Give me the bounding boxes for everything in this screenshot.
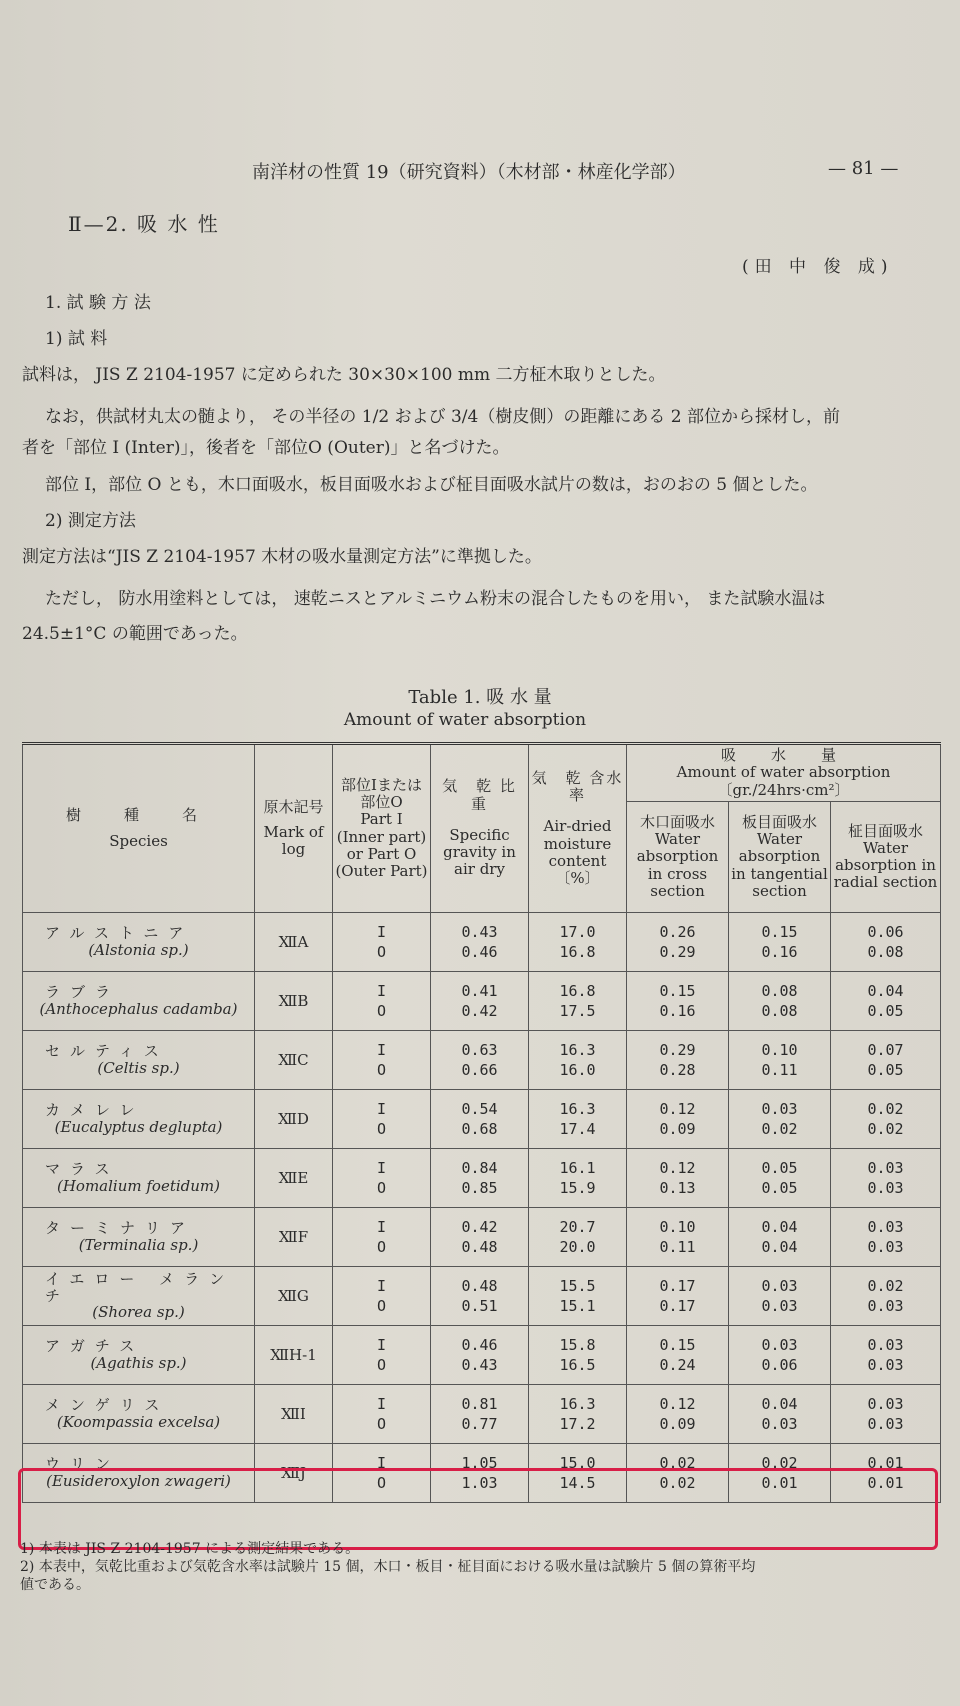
sg-value-1: 0.54 bbox=[461, 1100, 498, 1118]
log-mark: ⅫF bbox=[278, 1227, 309, 1246]
water-absorption-table bbox=[22, 742, 941, 1503]
mc-value-1: 16.3 bbox=[559, 1395, 596, 1413]
radial-value-2: 0.03 bbox=[867, 1238, 904, 1256]
radial-value-1: 0.07 bbox=[867, 1041, 904, 1059]
part-value-1: I bbox=[376, 1277, 387, 1295]
tang-value-1: 0.03 bbox=[761, 1336, 798, 1354]
mc-value-1: 16.1 bbox=[559, 1159, 596, 1177]
mc-value-1: 16.3 bbox=[559, 1100, 596, 1118]
sg-value-2: 0.51 bbox=[461, 1297, 498, 1315]
cross-value-1: 0.12 bbox=[659, 1395, 696, 1413]
tang-value-2: 0.03 bbox=[761, 1415, 798, 1433]
species-name-jp: アガチス bbox=[45, 1337, 145, 1356]
part-value-2: O bbox=[376, 943, 387, 961]
part-value-1: I bbox=[376, 982, 387, 1000]
author: (田 中 俊 成) bbox=[742, 257, 894, 277]
species-name-jp: ラブラ bbox=[45, 983, 121, 1002]
mc-value-2: 15.1 bbox=[559, 1297, 596, 1315]
radial-value-2: 0.05 bbox=[867, 1002, 904, 1020]
table-row bbox=[23, 972, 941, 1031]
header-part: 部位Ⅰまたは部位O Part I (Inner part) or Part O (Outer Part) bbox=[333, 744, 431, 913]
sg-value-1: 0.48 bbox=[461, 1277, 498, 1295]
log-mark: ⅫC bbox=[278, 1050, 309, 1069]
log-mark: ⅫB bbox=[278, 991, 309, 1010]
tang-value-2: 0.03 bbox=[761, 1297, 798, 1315]
header-radial-section: 柾目面吸水 Water absorption in radial section bbox=[831, 802, 941, 913]
mc-value-1: 15.0 bbox=[559, 1454, 596, 1472]
mc-value-2: 16.8 bbox=[559, 943, 596, 961]
species-name-latin: (Shorea sp.) bbox=[92, 1303, 185, 1322]
part-value-2: O bbox=[376, 1120, 387, 1138]
sg-value-2: 0.85 bbox=[461, 1179, 498, 1197]
part-value-2: O bbox=[376, 1179, 387, 1197]
species-name-jp: セルティス bbox=[45, 1042, 169, 1061]
radial-value-2: 0.03 bbox=[867, 1179, 904, 1197]
paragraph-4: 測定方法は“JIS Z 2104-1957 木材の吸水量測定方法”に準拠した。 bbox=[22, 547, 542, 567]
cross-value-2: 0.29 bbox=[659, 943, 696, 961]
radial-value-1: 0.03 bbox=[867, 1159, 904, 1177]
header-species: 樹 種 名 Species bbox=[23, 744, 255, 913]
mc-value-2: 17.4 bbox=[559, 1120, 596, 1138]
cross-value-1: 0.02 bbox=[659, 1454, 696, 1472]
part-value-1: I bbox=[376, 923, 387, 941]
log-mark: ⅫG bbox=[278, 1286, 309, 1305]
log-mark: ⅫD bbox=[278, 1109, 309, 1128]
sg-value-1: 0.41 bbox=[461, 982, 498, 1000]
cross-value-1: 0.12 bbox=[659, 1159, 696, 1177]
species-name-jp: ウリン bbox=[45, 1455, 121, 1474]
table-caption-en: Amount of water absorption bbox=[343, 710, 587, 730]
mc-value-1: 15.8 bbox=[559, 1336, 596, 1354]
part-value-1: I bbox=[376, 1336, 387, 1354]
mc-value-2: 17.2 bbox=[559, 1415, 596, 1433]
paragraph-2b: 者を「部位 I (Inter)」，後者を「部位O (Outer)」と名づけた。 bbox=[22, 438, 510, 458]
header-moisture-content: 気 乾 含水率 Air-dried moisture content 〔%〕 bbox=[529, 744, 627, 913]
sg-value-1: 0.63 bbox=[461, 1041, 498, 1059]
species-name-jp: アルストニア bbox=[45, 924, 194, 943]
cross-value-2: 0.11 bbox=[659, 1238, 696, 1256]
tang-value-2: 0.05 bbox=[761, 1179, 798, 1197]
sg-value-2: 0.66 bbox=[461, 1061, 498, 1079]
table-row bbox=[23, 1267, 941, 1326]
table-row bbox=[23, 1149, 941, 1208]
sg-value-2: 0.68 bbox=[461, 1120, 498, 1138]
running-title: 南洋材の性質 19（研究資料）（木材部・林産化学部） bbox=[252, 162, 686, 183]
highlight-box bbox=[18, 1468, 938, 1550]
tang-value-1: 0.03 bbox=[761, 1100, 798, 1118]
part-value-2: O bbox=[376, 1474, 387, 1492]
cross-value-1: 0.10 bbox=[659, 1218, 696, 1236]
mc-value-1: 16.8 bbox=[559, 982, 596, 1000]
species-name-jp: イエロー メランチ bbox=[45, 1269, 235, 1305]
cross-value-2: 0.09 bbox=[659, 1120, 696, 1138]
note-2a: 2) 本表中，気乾比重および気乾含水率は試験片 15 個，木口・板目・柾目面における吸水量は試験片 5 個の算術平均 bbox=[20, 1559, 756, 1575]
cross-value-1: 0.29 bbox=[659, 1041, 696, 1059]
tang-value-2: 0.08 bbox=[761, 1002, 798, 1020]
species-name-latin: (Eucalyptus deglupta) bbox=[54, 1118, 223, 1136]
tang-value-2: 0.11 bbox=[761, 1061, 798, 1079]
cross-value-1: 0.12 bbox=[659, 1100, 696, 1118]
log-mark: ⅫI bbox=[281, 1404, 306, 1423]
mc-value-2: 14.5 bbox=[559, 1474, 596, 1492]
part-value-1: I bbox=[376, 1041, 387, 1059]
cross-value-2: 0.24 bbox=[659, 1356, 696, 1374]
species-name-jp: マラス bbox=[45, 1160, 120, 1179]
paragraph-3: 部位 I，部位 O とも，木口面吸水，板目面吸水および柾目面吸水試片の数は，おのおの 5 個とした。 bbox=[45, 475, 818, 495]
part-value-2: O bbox=[376, 1238, 387, 1256]
part-value-1: I bbox=[376, 1159, 387, 1177]
sg-value-1: 0.84 bbox=[461, 1159, 498, 1177]
tang-value-1: 0.05 bbox=[761, 1159, 798, 1177]
part-value-1: I bbox=[376, 1218, 387, 1236]
part-value-2: O bbox=[376, 1002, 387, 1020]
log-mark: ⅫJ bbox=[281, 1463, 306, 1482]
mc-value-1: 16.3 bbox=[559, 1041, 596, 1059]
part-value-1: I bbox=[376, 1454, 387, 1472]
mc-value-2: 17.5 bbox=[559, 1002, 596, 1020]
cross-value-2: 0.13 bbox=[659, 1179, 696, 1197]
tang-value-2: 0.01 bbox=[761, 1474, 798, 1492]
part-value-1: I bbox=[376, 1395, 387, 1413]
radial-value-2: 0.03 bbox=[867, 1297, 904, 1315]
radial-value-1: 0.02 bbox=[867, 1277, 904, 1295]
species-name-jp: カメレレ bbox=[45, 1101, 145, 1120]
cross-value-2: 0.16 bbox=[659, 1002, 696, 1020]
species-name-jp: メンゲリス bbox=[45, 1396, 170, 1415]
tang-value-2: 0.06 bbox=[761, 1356, 798, 1374]
table-row bbox=[23, 913, 941, 972]
log-mark: ⅫH-1 bbox=[270, 1345, 317, 1364]
mc-value-1: 15.5 bbox=[559, 1277, 596, 1295]
sg-value-2: 0.77 bbox=[461, 1415, 498, 1433]
part-value-1: I bbox=[376, 1100, 387, 1118]
note-1: 1) 本表は JIS Z 2104-1957 による測定結果である。 bbox=[20, 1541, 360, 1557]
mc-value-1: 17.0 bbox=[559, 923, 596, 941]
species-name-latin: (Eusideroxylon zwageri) bbox=[46, 1472, 231, 1490]
tang-value-2: 0.04 bbox=[761, 1238, 798, 1256]
radial-value-2: 0.05 bbox=[867, 1061, 904, 1079]
mc-value-1: 20.7 bbox=[559, 1218, 596, 1236]
paragraph-5a: ただし， 防水用塗料としては， 速乾ニスとアルミニウム粉末の混合したものを用い， また試験水温は bbox=[45, 589, 826, 609]
section-title: Ⅱ—2. 吸 水 性 bbox=[68, 212, 220, 236]
cross-value-2: 0.17 bbox=[659, 1297, 696, 1315]
sg-value-1: 0.43 bbox=[461, 923, 498, 941]
radial-value-2: 0.01 bbox=[867, 1474, 904, 1492]
table-row bbox=[23, 1326, 941, 1385]
tang-value-1: 0.02 bbox=[761, 1454, 798, 1472]
radial-value-2: 0.02 bbox=[867, 1120, 904, 1138]
paragraph-1: 試料は， JIS Z 2104-1957 に定められた 30×30×100 mm 二方柾木取りとした。 bbox=[22, 365, 666, 385]
paragraph-2a: なお，供試材丸太の髄より， その半径の 1/2 および 3/4（樹皮側）の距離にある 2 部位から採材し，前 bbox=[45, 407, 840, 427]
radial-value-2: 0.08 bbox=[867, 943, 904, 961]
tang-value-1: 0.10 bbox=[761, 1041, 798, 1059]
sg-value-1: 1.05 bbox=[461, 1454, 498, 1472]
cross-value-1: 0.26 bbox=[659, 923, 696, 941]
heading-measurement: 2) 測定方法 bbox=[45, 511, 136, 531]
species-name-latin: (Koompassia excelsa) bbox=[56, 1413, 221, 1431]
tang-value-1: 0.04 bbox=[761, 1218, 798, 1236]
tang-value-1: 0.03 bbox=[761, 1277, 798, 1295]
paragraph-5b: 24.5±1°C の範囲であった。 bbox=[22, 624, 248, 644]
header-mark: 原木記号 Mark of log bbox=[255, 744, 333, 913]
radial-value-1: 0.01 bbox=[867, 1454, 904, 1472]
log-mark: ⅫA bbox=[278, 932, 309, 951]
species-name-latin: (Homalium foetidum) bbox=[56, 1177, 220, 1195]
header-water-absorption: 吸 水 量 Amount of water absorption 〔gr./24hrs·cm²〕 bbox=[627, 744, 941, 802]
tang-value-1: 0.08 bbox=[761, 982, 798, 1000]
table-row bbox=[23, 1090, 941, 1149]
species-name-latin: (Terminalia sp.) bbox=[78, 1236, 199, 1254]
heading-sample: 1) 試 料 bbox=[45, 329, 108, 349]
table-row bbox=[23, 1385, 941, 1444]
sg-value-2: 0.43 bbox=[461, 1356, 498, 1374]
species-name-jp: ターミナリア bbox=[45, 1219, 196, 1238]
table-row bbox=[23, 1031, 941, 1090]
mc-value-2: 16.0 bbox=[559, 1061, 596, 1079]
tang-value-2: 0.16 bbox=[761, 943, 798, 961]
mc-value-2: 16.5 bbox=[559, 1356, 596, 1374]
sg-value-1: 0.42 bbox=[461, 1218, 498, 1236]
sg-value-2: 1.03 bbox=[461, 1474, 498, 1492]
cross-value-1: 0.17 bbox=[659, 1277, 696, 1295]
header-cross-section: 木口面吸水 Water absorption in cross section bbox=[627, 802, 729, 913]
part-value-2: O bbox=[376, 1061, 387, 1079]
part-value-2: O bbox=[376, 1356, 387, 1374]
tang-value-1: 0.04 bbox=[761, 1395, 798, 1413]
table-notes bbox=[20, 1540, 755, 1594]
radial-value-2: 0.03 bbox=[867, 1356, 904, 1374]
sg-value-2: 0.48 bbox=[461, 1238, 498, 1256]
part-value-2: O bbox=[376, 1415, 387, 1433]
radial-value-1: 0.06 bbox=[867, 923, 904, 941]
radial-value-1: 0.03 bbox=[867, 1336, 904, 1354]
sg-value-2: 0.42 bbox=[461, 1002, 498, 1020]
mc-value-2: 20.0 bbox=[559, 1238, 596, 1256]
sg-value-2: 0.46 bbox=[461, 943, 498, 961]
species-name-latin: (Celtis sp.) bbox=[97, 1059, 180, 1077]
cross-value-2: 0.28 bbox=[659, 1061, 696, 1079]
table-caption-jp: Table 1. 吸 水 量 bbox=[408, 687, 552, 708]
species-name-latin: (Anthocephalus cadamba) bbox=[39, 1000, 238, 1018]
header-tangential-section: 板目面吸水 Water absorption in tangential section bbox=[729, 802, 831, 913]
radial-value-1: 0.04 bbox=[867, 982, 904, 1000]
tang-value-2: 0.02 bbox=[761, 1120, 798, 1138]
sg-value-1: 0.81 bbox=[461, 1395, 498, 1413]
page-number: — 81 — bbox=[828, 158, 899, 179]
species-name-latin: (Agathis sp.) bbox=[90, 1354, 187, 1372]
table-row bbox=[23, 1208, 941, 1267]
cross-value-2: 0.09 bbox=[659, 1415, 696, 1433]
radial-value-1: 0.03 bbox=[867, 1218, 904, 1236]
radial-value-1: 0.02 bbox=[867, 1100, 904, 1118]
radial-value-1: 0.03 bbox=[867, 1395, 904, 1413]
note-2b: 値である。 bbox=[20, 1577, 90, 1593]
cross-value-1: 0.15 bbox=[659, 1336, 696, 1354]
mc-value-2: 15.9 bbox=[559, 1179, 596, 1197]
radial-value-2: 0.03 bbox=[867, 1415, 904, 1433]
tang-value-1: 0.15 bbox=[761, 923, 798, 941]
part-value-2: O bbox=[376, 1297, 387, 1315]
cross-value-2: 0.02 bbox=[659, 1474, 696, 1492]
header-specific-gravity: 気 乾 比 重 Specific gravity in air dry bbox=[431, 744, 529, 913]
log-mark: ⅫE bbox=[278, 1168, 309, 1187]
sg-value-1: 0.46 bbox=[461, 1336, 498, 1354]
cross-value-1: 0.15 bbox=[659, 982, 696, 1000]
species-name-latin: (Alstonia sp.) bbox=[88, 941, 189, 959]
heading-test-method: 1. 試 験 方 法 bbox=[45, 293, 151, 313]
